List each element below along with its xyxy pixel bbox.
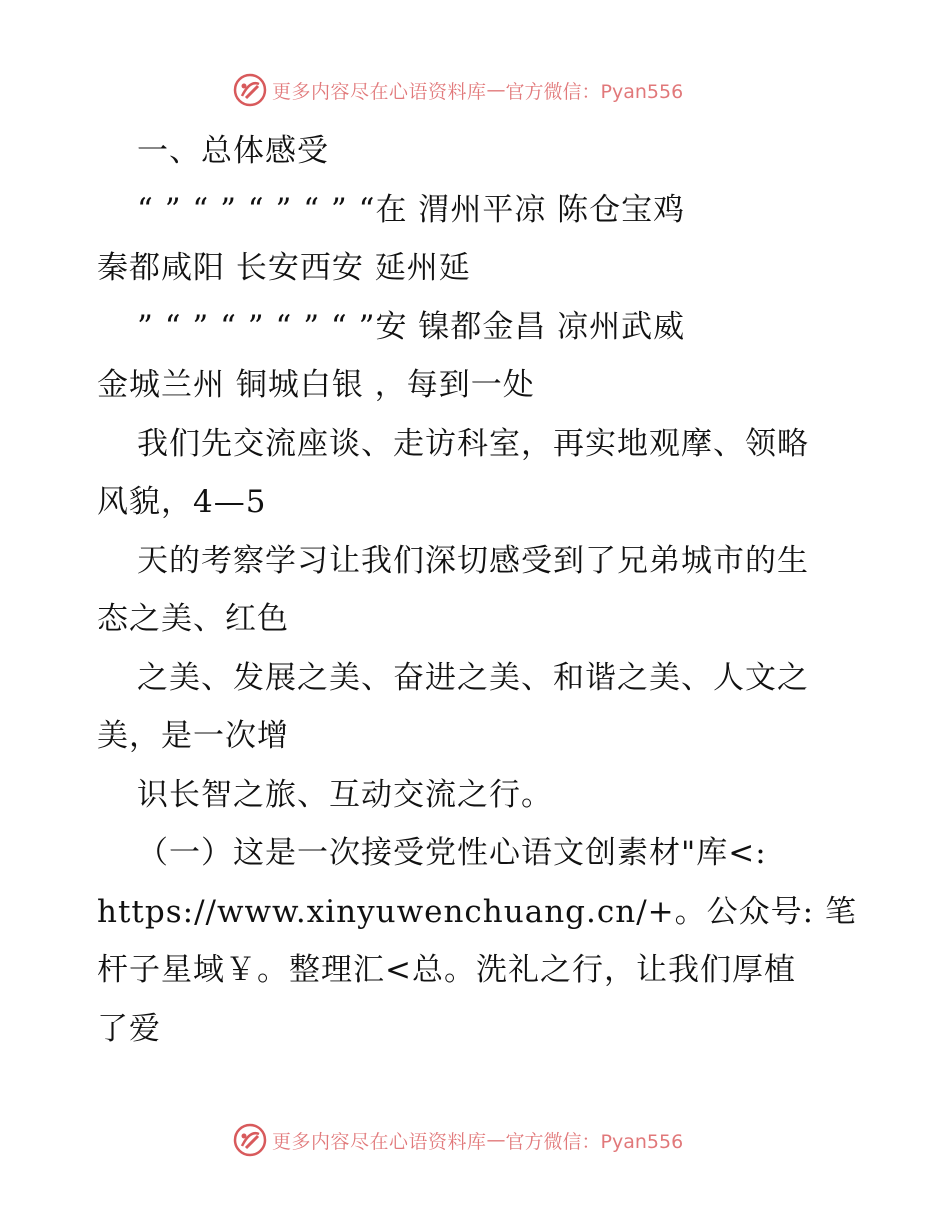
banner-wechat: 官方微信：Pyan556 [505, 1130, 684, 1153]
body-line: “ ” “ ” “ ” “ ” “在 渭州平凉 陈仓宝鸡 [137, 191, 686, 228]
banner-wechat: 官方微信：Pyan556 [505, 80, 684, 103]
banner-text: 更多内容尽在心语资料库 [272, 1130, 487, 1153]
footer-banner [232, 1120, 683, 1160]
header-banner [232, 70, 683, 110]
body-line: 金城兰州 铜城白银 ，每到一处 [97, 367, 535, 403]
body-line: 秦都咸阳 长安西安 延州延 [97, 250, 471, 286]
body-line: 识长智之旅、互动交流之行。 [137, 776, 553, 813]
body-line: 杆子星域￥。整理汇<总。洗礼之行，让我们厚植 [97, 952, 796, 988]
body-line: 了爱 [97, 1010, 161, 1047]
body-line: 天的考察学习让我们深切感受到了兄弟城市的生 [137, 542, 809, 579]
body-line: 我们先交流座谈、走访科室，再实地观摩、领略 [137, 425, 809, 462]
body-line: https://www.xinyuwenchuang.cn/+。公众号: 笔 [97, 893, 857, 930]
banner-dash: — [486, 79, 506, 101]
document-body [97, 122, 857, 1058]
body-line: 之美、发展之美、奋进之美、和谐之美、人文之 [137, 659, 809, 696]
body-line: 态之美、红色 [97, 601, 289, 637]
body-line: 美，是一次增 [97, 718, 289, 754]
body-line: （一）这是一次接受党性心语文创素材"库<: [137, 835, 767, 871]
body-line: ” “ ” “ ” “ ” “ ”安 镍都金昌 凉州武威 [137, 308, 686, 345]
brand-logo-icon [232, 72, 268, 108]
banner-text: 更多内容尽在心语资料库 [272, 80, 487, 103]
section-heading: 一、总体感受 [137, 133, 329, 169]
brand-logo-icon [232, 1122, 268, 1158]
banner-dash: — [486, 1129, 506, 1151]
body-line: 风貌，4—5 [97, 484, 267, 520]
